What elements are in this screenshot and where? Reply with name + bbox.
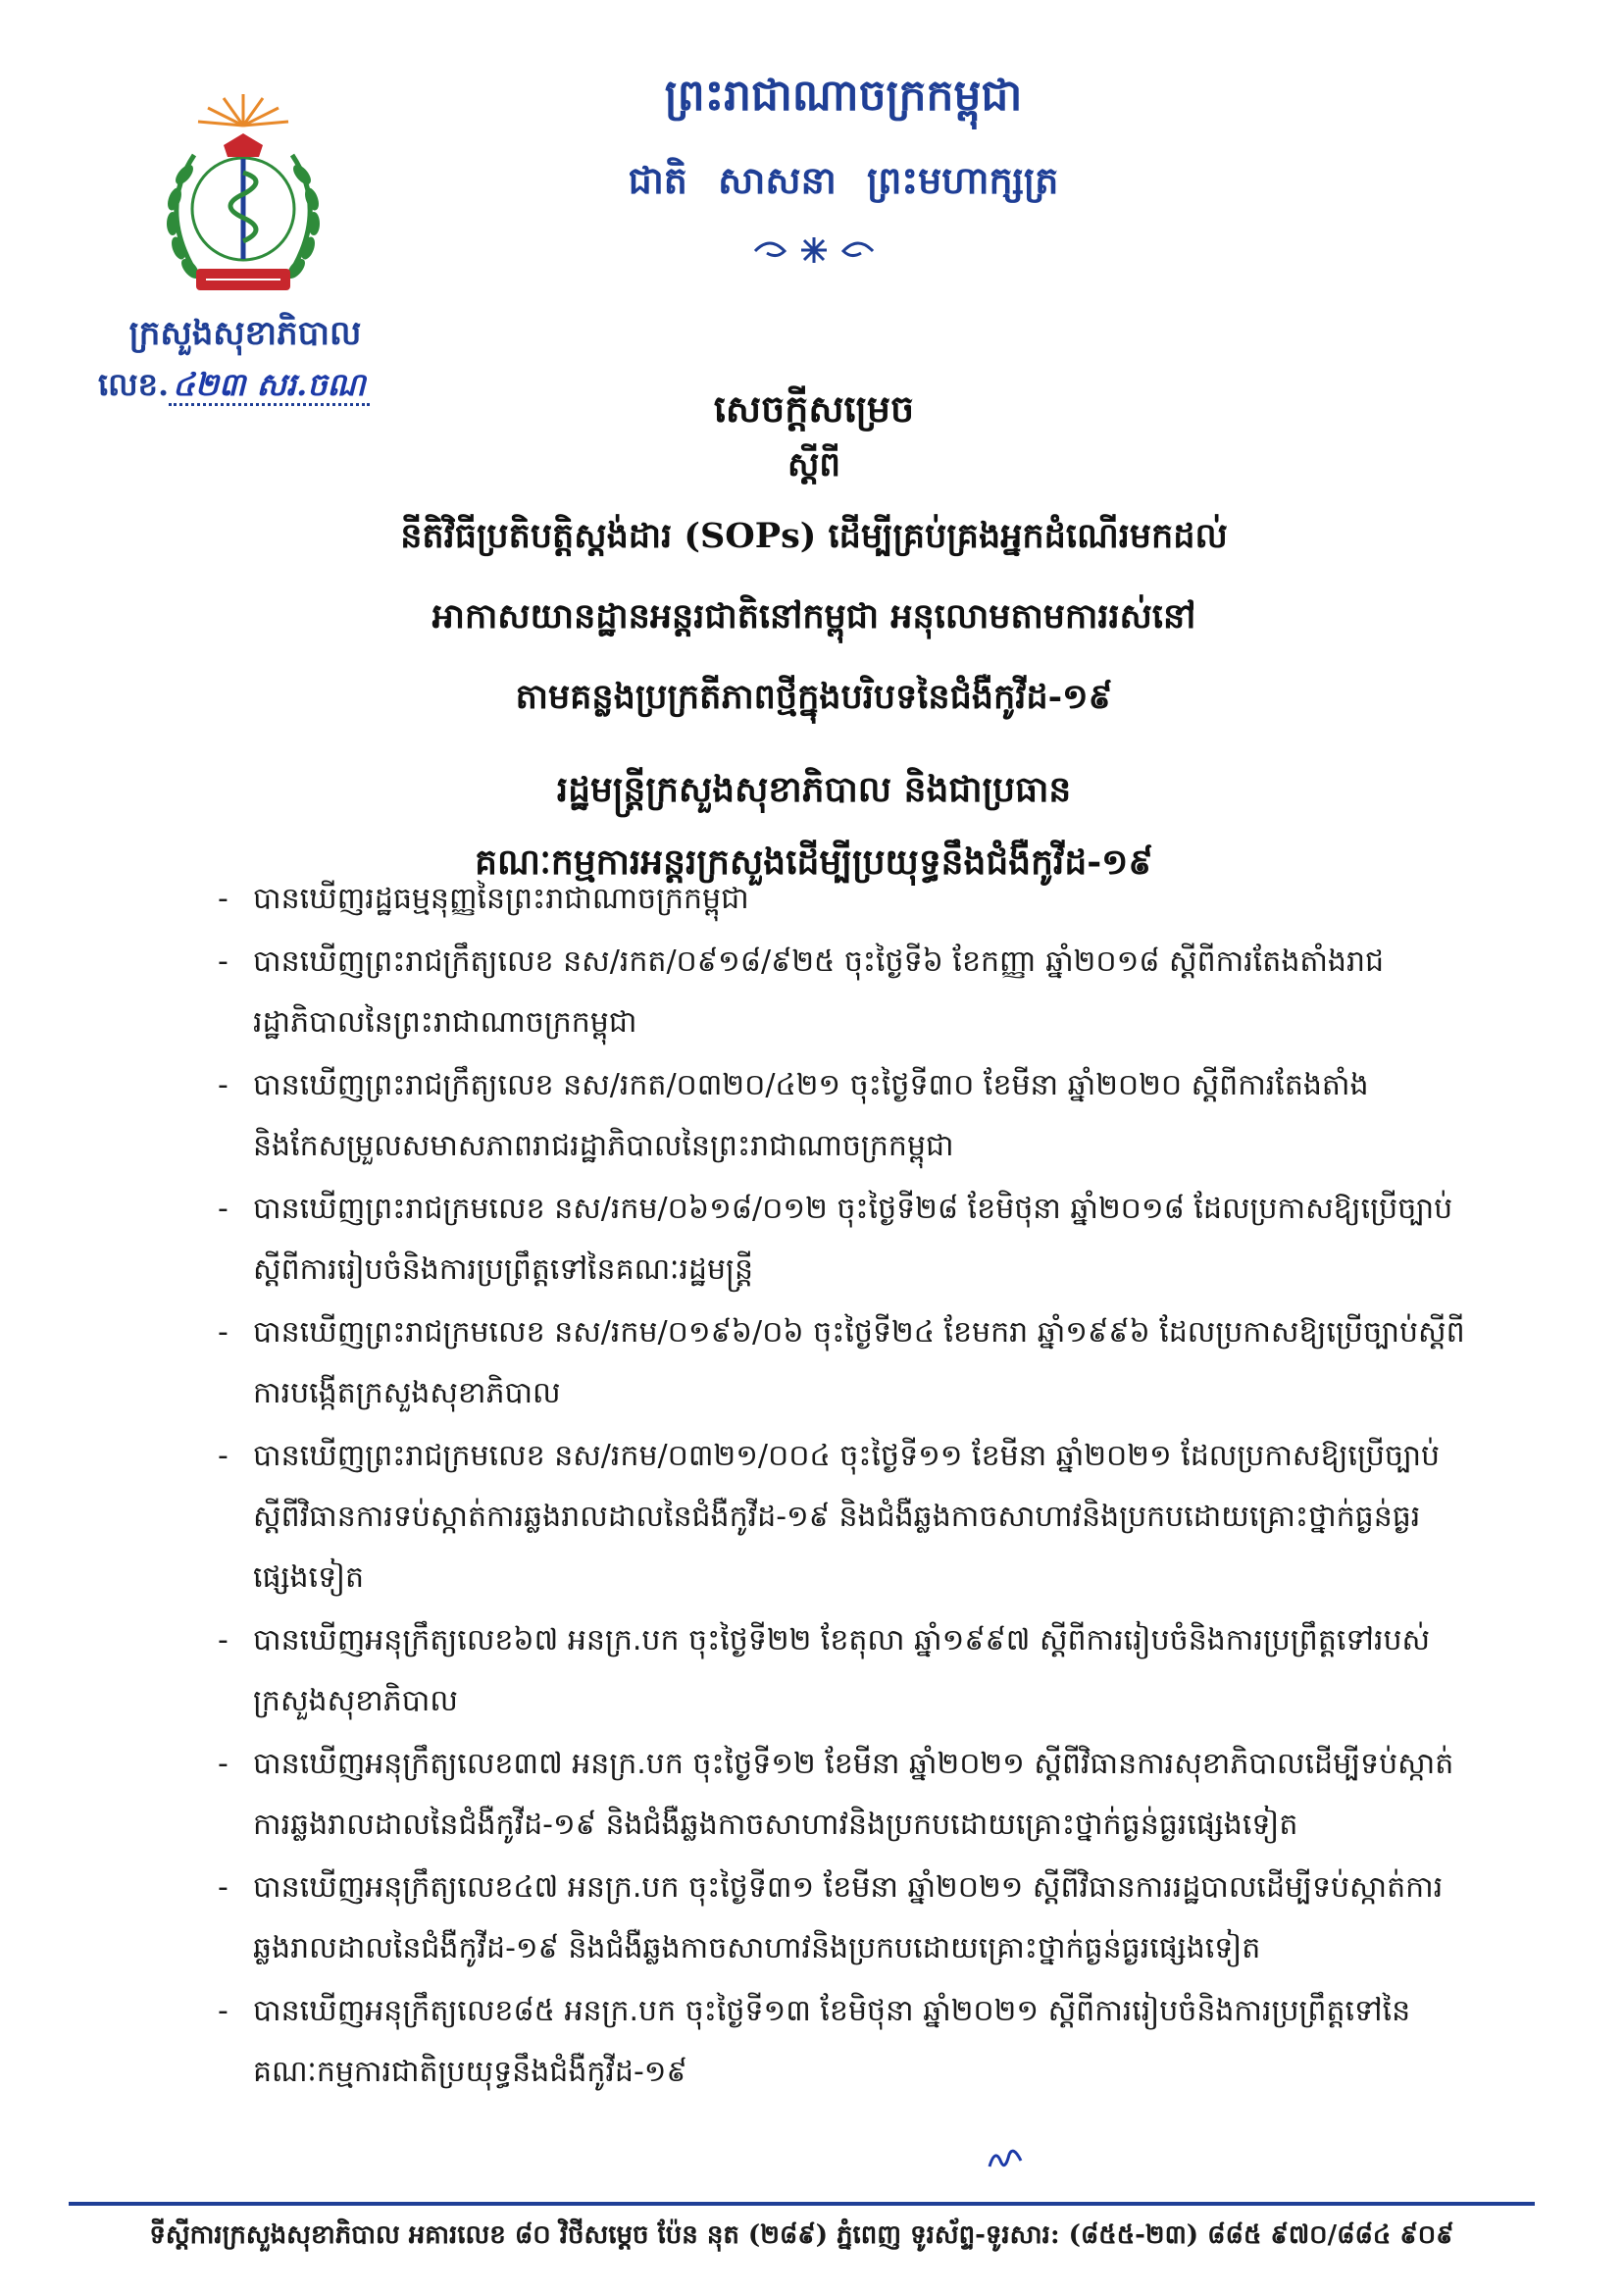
list-item: - បានឃើញព្រះរាជក្រឹត្យលេខ នស/រកត/០៣២០/៤២១ ចុះថ្ងៃទី៣០ ខែមីនា ឆ្នាំ២០២០ ស្តីពីការតែងតាំងនិងកែសម្រួលសមាសភាពរាជរដ្ឋាភិបាលនៃព្រះរាជាណាចក្រកម្ពុជា (214, 1055, 1471, 1177)
list-item: - បានឃើញអនុក្រឹត្យលេខ៤៧ អនក្រ.បក ចុះថ្ងៃទី៣១ ខែមីនា ឆ្នាំ២០២១ ស្តីពីវិធានការរដ្ឋបាលដើម្បីទប់ស្កាត់ការឆ្លងរាលដាលនៃជំងឺកូវីដ-១៩ និងជំងឺឆ្លងកាចសាហាវនិងប្រកបដោយគ្រោះថ្នាក់ធ្ងន់ធ្ងរផ្សេងទៀត (214, 1858, 1471, 1979)
footer-address: ទីស្តីការក្រសួងសុខាភិបាល អគារលេខ ៨០ វិថីសម្តេច ប៉ែន នុត (២៨៩) ភ្នំពេញ ទូរស័ព្ទ-ទូរសារ: (៨៥៥-២៣) ៨៨៥ ៩៧០/៨៨៤ ៩០៩ (149, 2220, 1454, 2250)
ministry-name: ក្រសួងសុខាភិបាល (128, 314, 362, 353)
subject-line-1: នីតិវិធីប្រតិបត្តិស្តង់ដារ (SOPs) ដើម្បីគ្រប់គ្រងអ្នកដំណើរមកដល់ (400, 516, 1228, 556)
national-motto: ជាតិ សាសនា ព្រះមហាក្សត្រ (628, 158, 1059, 202)
about-heading: ស្តីពី (787, 445, 840, 484)
list-item: - បានឃើញរដ្ឋធម្មនុញ្ញនៃព្រះរាជាណាចក្រកម្ពុជា (214, 869, 1471, 930)
list-item: - បានឃើញព្រះរាជក្រមលេខ នស/រកម/០៦១៨/០១២ ចុះថ្ងៃទី២៨ ខែមិថុនា ឆ្នាំ២០១៨ ដែលប្រកាសឱ្យប្រើច្បាប់ស្តីពីការរៀបចំនិងការប្រព្រឹត្តទៅនៃគណៈរដ្ឋមន្ត្រី (214, 1179, 1471, 1300)
considerations-list (214, 869, 1471, 2105)
list-item: - បានឃើញអនុក្រឹត្យលេខ៨៥ អនក្រ.បក ចុះថ្ងៃទី១៣ ខែមិថុនា ឆ្នាំ២០២១ ស្តីពីការរៀបចំនិងការប្រព្រឹត្តទៅនៃគណៈកម្មការជាតិប្រយុទ្ធនឹងជំងឺកូវីដ-១៩ (214, 1981, 1471, 2103)
ministry-of-health-logo-icon (126, 86, 361, 322)
ornament-divider-icon (745, 229, 883, 269)
list-item: - បានឃើញព្រះរាជក្រមលេខ នស/រកម/០១៩៦/០៦ ចុះថ្ងៃទី២៤ ខែមករា ឆ្នាំ១៩៩៦ ដែលប្រកាសឱ្យប្រើច្បាប់ស្តីពីការបង្កើតក្រសួងសុខាភិបាល (214, 1302, 1471, 1424)
list-item: - បានឃើញអនុក្រឹត្យលេខ៦៧ អនក្រ.បក ចុះថ្ងៃទី២២ ខែតុលា ឆ្នាំ១៩៩៧ ស្តីពីការរៀបចំនិងការប្រព្រឹត្តទៅរបស់ក្រសួងសុខាភិបាល (214, 1610, 1471, 1732)
authority-line-2: គណៈកម្មការអន្តរក្រសួងដើម្បីប្រយុទ្ធនឹងជំងឺកូវីដ-១៩ (475, 841, 1153, 883)
authority-line-1: រដ្ឋមន្ត្រីក្រសួងសុខាភិបាល និងជាប្រធាន (556, 769, 1072, 810)
subject-line-2: អាកាសយានដ្ឋានអន្តរជាតិនៅកម្ពុជា អនុលោមតាមការរស់នៅ (431, 596, 1196, 637)
decision-heading: សេចក្តីសម្រេច (713, 386, 915, 431)
footer-divider (69, 2202, 1535, 2206)
reference-prefix: លេខ. (98, 366, 170, 403)
list-item: - បានឃើញព្រះរាជក្រឹត្យលេខ នស/រកត/០៩១៨/៩២៥ ចុះថ្ងៃទី៦ ខែកញ្ញា ឆ្នាំ២០១៨ ស្តីពីការតែងតាំងរាជរដ្ឋាភិបាលនៃព្រះរាជាណាចក្រកម្ពុជា (214, 932, 1471, 1053)
list-item: - បានឃើញព្រះរាជក្រមលេខ នស/រកម/០៣២១/០០៤ ចុះថ្ងៃទី១១ ខែមីនា ឆ្នាំ២០២១ ដែលប្រកាសឱ្យប្រើច្បាប់ស្តីពីវិធានការទប់ស្កាត់ការឆ្លងរាលដាលនៃជំងឺកូវីដ-១៩ និងជំងឺឆ្លងកាចសាហាវនិងប្រកបដោយគ្រោះថ្នាក់ធ្ងន់ធ្ងរផ្សេងទៀត (214, 1426, 1471, 1608)
subject-line-3: តាមគន្លងប្រក្រតីភាពថ្មីក្នុងបរិបទនៃជំងឺកូវីដ-១៩ (515, 677, 1113, 717)
decision-title-block (196, 382, 1432, 898)
reference-value: ៤២៣ សរ.ចណ (169, 366, 370, 406)
list-item: - បានឃើញអនុក្រឹត្យលេខ៣៧ អនក្រ.បក ចុះថ្ងៃទី១២ ខែមីនា ឆ្នាំ២០២១ ស្តីពីវិធានការសុខាភិបាលដើម្បីទប់ស្កាត់ការឆ្លងរាលដាលនៃជំងឺកូវីដ-១៩ និងជំងឺឆ្លងកាចសាហាវនិងប្រកបដោយគ្រោះថ្នាក់ធ្ងន់ធ្ងរផ្សេងទៀត (214, 1734, 1471, 1856)
kingdom-heading: ព្រះរាជាណាចក្រកម្ពុជា (664, 71, 1023, 121)
handwritten-initial-icon (986, 2143, 1025, 2172)
